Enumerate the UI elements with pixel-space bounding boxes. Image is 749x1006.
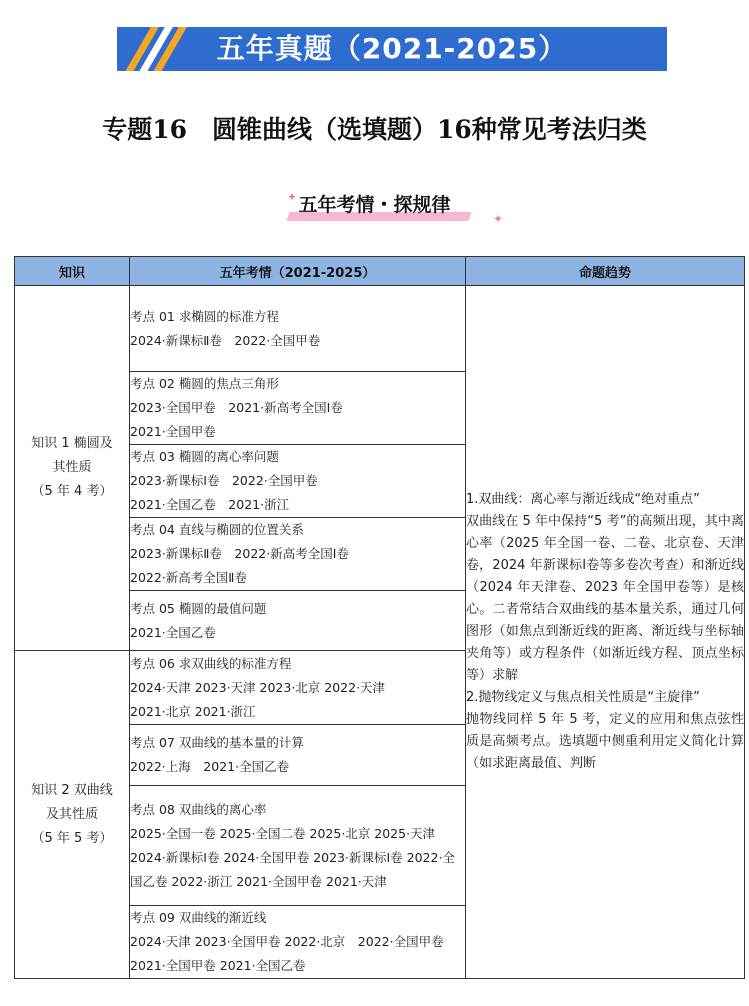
table-header-row — [15, 257, 745, 286]
knowledge-label: 知识 2 双曲线 — [31, 782, 113, 798]
knowledge-label: 其性质 — [52, 460, 92, 475]
knowledge-count: （5 年 4 考） — [31, 484, 113, 499]
exam-point-exams: 2022·上海 2021·全国乙卷 — [130, 759, 290, 774]
sparkle-icon: ✦ — [287, 190, 298, 204]
exam-point-title: 考点 06 求双曲线的标准方程 — [130, 655, 292, 671]
exam-point-cell — [130, 651, 466, 725]
exam-point-title: 考点 08 双曲线的离心率 — [130, 801, 267, 817]
banner-title: 五年真题（2021-2025） — [216, 32, 568, 65]
knowledge-label: 及其性质 — [45, 806, 98, 822]
exam-point-exams: 2025·全国一卷 2025·全国二卷 2025·北京 2025·天津 2024·新课标Ⅰ卷 2024·全国甲卷 2023·新课标Ⅰ卷 2022·全国乙卷 2022·浙江 2021·全国甲卷 2021·天津 — [130, 825, 455, 889]
exam-point-exams: 2023·全国甲卷 2021·新高考全国Ⅰ卷 2021·全国甲卷 — [130, 400, 343, 439]
exam-point-cell — [130, 725, 466, 786]
exam-point-cell — [130, 445, 466, 518]
topic-title: 专题16 圆锥曲线（选填题）16种常见考法归类 — [102, 115, 647, 144]
trend-heading: 2.抛物线定义与焦点相关性质是“主旋律” — [466, 690, 700, 705]
knowledge-label: 知识 1 椭圆及 — [31, 436, 113, 451]
exam-point-exams: 2023·新课标Ⅰ卷 2022·全国甲卷 2021·全国乙卷 2021·浙江 — [130, 473, 318, 512]
exam-point-title: 考点 01 求椭圆的标准方程 — [130, 308, 279, 324]
title-banner — [117, 27, 667, 71]
section-title: 五年考情・探规律 — [292, 190, 456, 217]
header-trend: 命题趋势 — [466, 257, 745, 286]
exam-point-cell — [130, 372, 466, 445]
exam-table — [14, 256, 745, 979]
exam-point-title: 考点 07 双曲线的基本量的计算 — [130, 735, 304, 750]
exam-point-cell — [130, 906, 466, 979]
exam-point-exams: 2024·新课标Ⅱ卷 2022·全国甲卷 — [130, 332, 321, 348]
knowledge-count: （5 年 5 考） — [31, 830, 113, 846]
exam-point-title: 考点 03 椭圆的离心率问题 — [130, 449, 279, 464]
exam-point-title: 考点 02 椭圆的焦点三角形 — [130, 376, 279, 391]
header-five-years: 五年考情（2021-2025） — [130, 257, 466, 286]
section-heading — [0, 190, 749, 217]
trend-paragraph: 抛物线同样 5 年 5 考，定义的应用和焦点弦性质是高频考点。选填题中侧重利用定义简化计算（如求距离最值、判断 — [466, 712, 744, 771]
exam-point-cell — [130, 286, 466, 372]
trend-paragraph: 双曲线在 5 年中保持“5 考”的高频出现，其中离心率（2025 年全国一卷、二卷、北京卷、天津卷，2024 年新课标Ⅰ卷等多卷次考查）和渐近线（2024 年天津卷、2023 年全国甲卷等）是核心。二者常结合双曲线的基本量关系，通过几何图形（如焦点到渐近线的距离、渐近线与坐标轴夹角等）或方程条件（如渐近线方程、顶点坐标等）求解 — [466, 514, 744, 683]
exam-point-title: 考点 04 直线与椭圆的位置关系 — [130, 522, 304, 537]
knowledge-cell-ellipse — [15, 286, 130, 651]
knowledge-cell-hyperbola — [15, 651, 130, 979]
exam-point-title: 考点 05 椭圆的最值问题 — [130, 600, 267, 616]
exam-point-exams: 2024·天津 2023·全国甲卷 2022·北京 2022·全国甲卷 2021·全国甲卷 2021·全国乙卷 — [130, 934, 444, 973]
header-knowledge: 知识 — [15, 257, 130, 286]
sparkle-icon: ✦ — [493, 212, 504, 226]
table-row — [15, 286, 745, 372]
exam-point-cell — [130, 591, 466, 651]
exam-point-cell — [130, 518, 466, 591]
trend-cell — [466, 286, 745, 979]
exam-point-exams: 2023·新课标Ⅱ卷 2022·新高考全国Ⅰ卷 2022·新高考全国Ⅱ卷 — [130, 546, 349, 585]
exam-point-exams: 2024·天津 2023·天津 2023·北京 2022·天津 2021·北京 2021·浙江 — [130, 679, 386, 719]
fade-overlay — [466, 944, 744, 978]
exam-point-title: 考点 09 双曲线的渐近线 — [130, 910, 267, 925]
exam-point-cell — [130, 786, 466, 906]
trend-heading: 1.双曲线：离心率与渐近线成“绝对重点” — [466, 492, 700, 507]
exam-point-exams: 2021·全国乙卷 — [130, 624, 216, 640]
